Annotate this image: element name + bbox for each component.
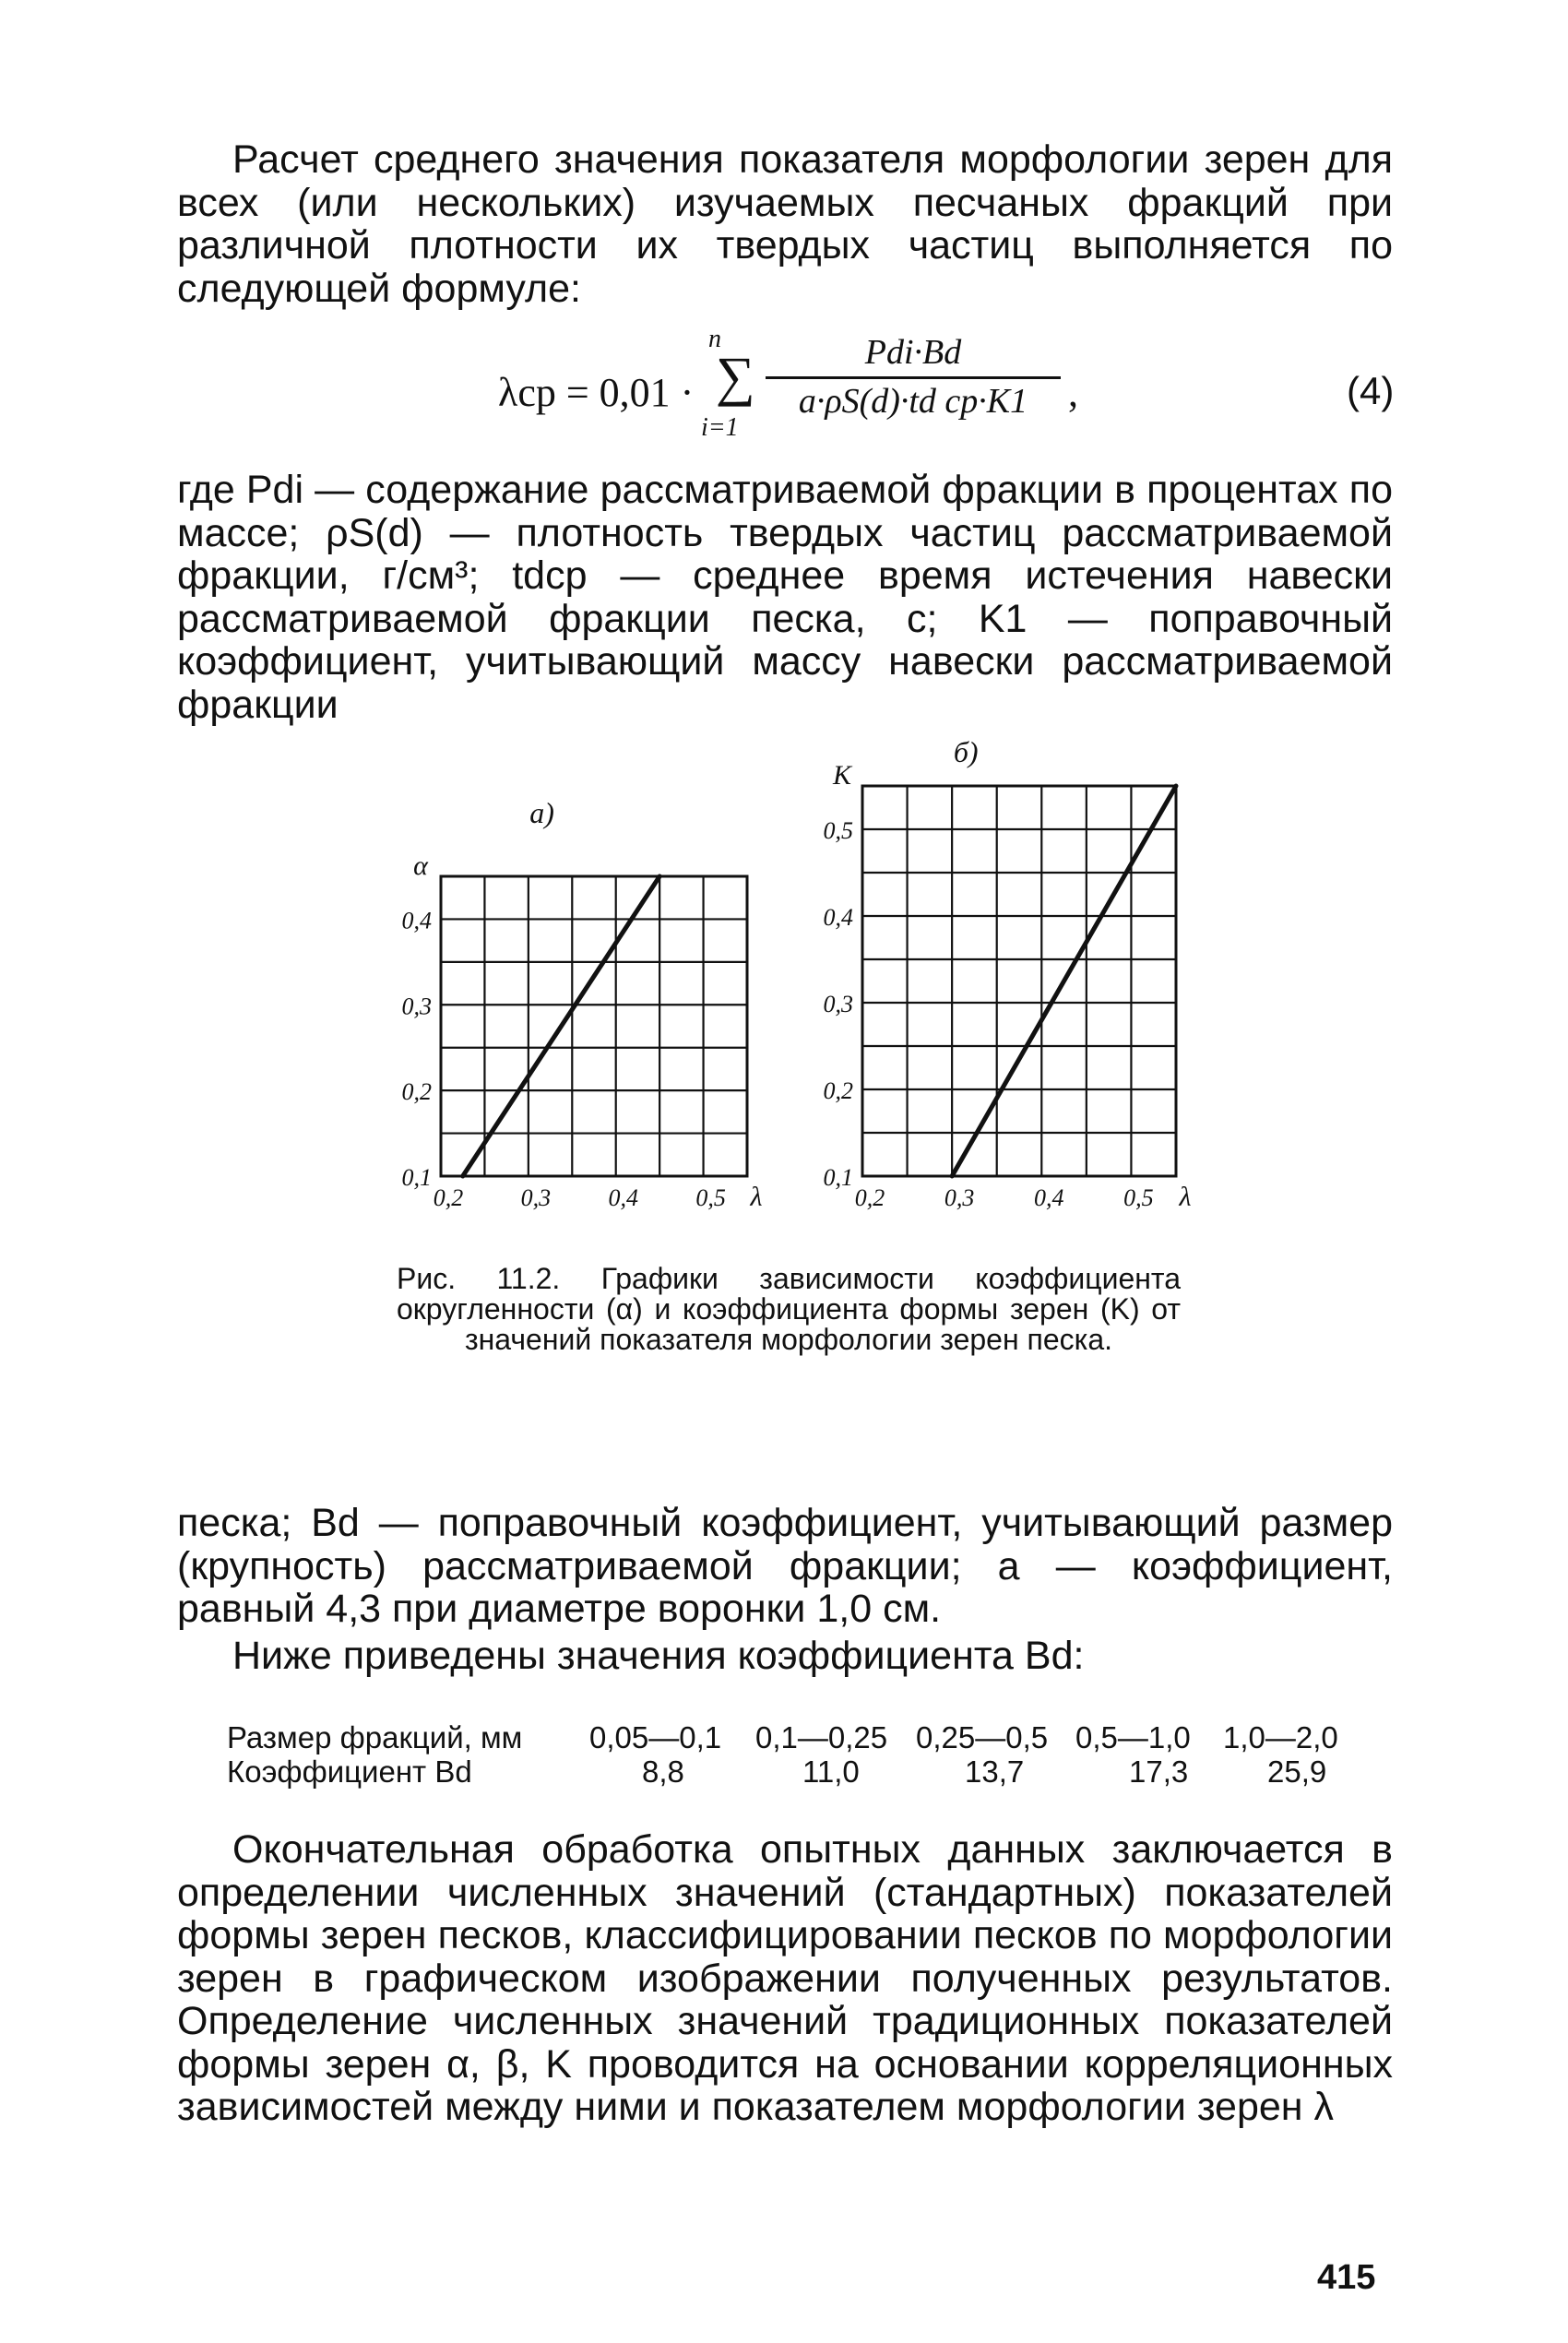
y-tick-label: 0,4 <box>823 904 853 931</box>
table-header-cell: Размер фракций, мм <box>227 1720 523 1754</box>
equation-number: (4) <box>1347 369 1395 412</box>
x-tick-label: 0,2 <box>433 1184 464 1211</box>
x-tick-label: 0,5 <box>695 1184 726 1211</box>
y-tick-label: 0,1 <box>401 1164 432 1191</box>
y-axis-label: K <box>832 760 852 791</box>
x-axis-label: λ <box>750 1182 763 1212</box>
sum-lower-limit: i=1 <box>701 413 739 442</box>
y-tick-label: 0,5 <box>823 817 853 844</box>
table-intro-paragraph: Ниже приведены значения коэффициента Bd: <box>232 1634 1085 1678</box>
y-tick-label: 0,3 <box>823 991 853 1017</box>
where-paragraph: где Pdi — содержание рассматриваемой фракции в процентах по массе; ρS(d) — плотность твердых частиц рассматриваемой фракции, г/см³; tdср — среднее время истечения навески рассматриваемой фракции песка, с; K1 — поправочный коэффициент, учитывающий массу навески рассматриваемой фракции <box>177 468 1393 727</box>
page-number: 415 <box>1317 2258 1376 2297</box>
table-cell: 17,3 <box>1129 1754 1189 1789</box>
table-cell: 8,8 <box>642 1754 684 1789</box>
x-tick-label: 0,3 <box>944 1184 975 1211</box>
table-row <box>227 1754 1389 1789</box>
panel-label: а) <box>529 796 554 829</box>
table-header-cell: 1,0—2,0 <box>1223 1720 1338 1754</box>
x-axis-label: λ <box>1179 1182 1192 1212</box>
x-tick-label: 0,2 <box>854 1184 885 1211</box>
y-tick-label: 0,2 <box>401 1078 432 1106</box>
table-header-cell: 0,25—0,5 <box>916 1720 1049 1754</box>
formula-lhs: λср = 0,01 · <box>498 370 695 415</box>
table-cell: 25,9 <box>1267 1754 1327 1789</box>
plot-frame <box>862 786 1176 1176</box>
y-tick-label: 0,3 <box>401 993 432 1020</box>
formula-comma: , <box>1068 370 1078 415</box>
coefficient-table <box>227 1720 1389 1789</box>
formula-denominator: a·ρS(d)·td ср·K1 <box>766 376 1061 422</box>
table-cell: Коэффициент Bd <box>227 1754 472 1789</box>
table-header-row <box>227 1720 1389 1754</box>
figure-caption: Рис. 11.2. Графики зависимости коэффициента округленности (α) и коэффициента формы зерен (K) от значений показателя морфологии зерен песка. <box>397 1262 1181 1356</box>
y-axis-label: α <box>413 850 428 881</box>
formula-numerator: Pdi·Bd <box>864 333 962 372</box>
table-header-cell: 0,05—0,1 <box>589 1720 722 1754</box>
x-tick-label: 0,4 <box>608 1184 638 1211</box>
intro-paragraph: Расчет среднего значения показателя морфологии зерен для всех (или нескольких) изучаемых песчаных фракций при различной плотности их твердых частиц выполняется по следующей формуле: <box>177 137 1393 311</box>
y-tick-label: 0,2 <box>823 1077 853 1104</box>
sum-upper-limit: n <box>708 325 721 353</box>
x-tick-label: 0,5 <box>1123 1184 1154 1211</box>
table-cell: 11,0 <box>802 1754 860 1789</box>
plot-frame <box>441 876 747 1176</box>
y-tick-label: 0,4 <box>401 907 432 934</box>
chart-panel-1 <box>441 876 747 1176</box>
y-tick-label: 0,1 <box>823 1164 853 1191</box>
series-line <box>463 876 659 1176</box>
x-tick-label: 0,4 <box>1034 1184 1064 1211</box>
x-tick-label: 0,3 <box>520 1184 552 1211</box>
continued-paragraph: песка; Bd — поправочный коэффициент, учитывающий размер (крупность) рассматриваемой фракции; a — коэффициент, равный 4,3 при диаметре воронки 1,0 см. <box>177 1501 1393 1631</box>
table-header-cell: 0,1—0,25 <box>755 1720 888 1754</box>
table-header-cell: 0,5—1,0 <box>1075 1720 1191 1754</box>
series-line <box>952 786 1176 1176</box>
table-cell: 13,7 <box>965 1754 1025 1789</box>
final-paragraph: Окончательная обработка опытных данных заключается в определении численных значений (стандартных) показателей формы зерен песков, классифицировании песков по морфологии зерен в графическом изображении полученных результатов. Определение численных значений традиционных показателей формы зерен α, β, K проводится на основании корреляционных зависимостей между ними и показателем морфологии зерен λ <box>177 1827 1393 2129</box>
panel-label: б) <box>953 735 979 768</box>
chart-panel-2 <box>862 786 1176 1176</box>
sum-symbol: ∑ <box>716 346 755 407</box>
